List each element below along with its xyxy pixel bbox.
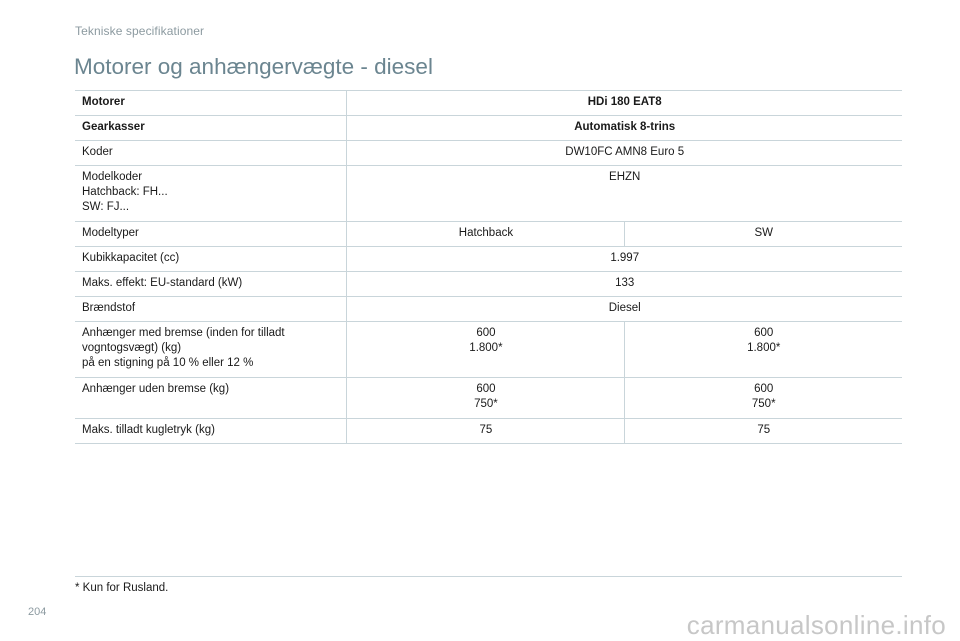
engine-spec-table — [75, 90, 902, 444]
page-title: Motorer og anhængervægte - diesel — [74, 54, 433, 79]
section-header: Tekniske specifikationer — [75, 24, 205, 38]
row-label: Anhænger uden bremse (kg) — [75, 378, 347, 419]
sw-value: 75 — [625, 419, 902, 444]
page-number: 204 — [28, 606, 47, 618]
sw-value: SW — [625, 222, 902, 247]
row-label: Koder — [75, 141, 347, 166]
table-row-fuel — [75, 297, 902, 322]
footnote: * Kun for Rusland. — [75, 582, 169, 594]
row-label: Gearkasser — [75, 116, 347, 141]
row-label: Modelkoder Hatchback: FH... SW: FJ... — [75, 166, 347, 222]
row-label: Modeltyper — [75, 222, 347, 247]
table-row-braked-trailer — [75, 322, 902, 378]
row-value: 133 — [347, 272, 902, 297]
row-label: Brændstof — [75, 297, 347, 322]
row-label: Anhænger med bremse (inden for tilladt vogntogsvægt) (kg) på en stigning på 10 % eller 12 % — [75, 322, 347, 378]
table-row-max-power — [75, 272, 902, 297]
row-value: DW10FC AMN8 Euro 5 — [347, 141, 902, 166]
sw-value: 600 750* — [625, 378, 902, 419]
hatchback-value: 600 750* — [347, 378, 625, 419]
hatchback-value: 600 1.800* — [347, 322, 625, 378]
table-row-displacement — [75, 247, 902, 272]
sw-value: 600 1.800* — [625, 322, 902, 378]
table-row-nose-weight — [75, 419, 902, 444]
table-row-codes — [75, 141, 902, 166]
row-label: Maks. effekt: EU-standard (kW) — [75, 272, 347, 297]
row-value: HDi 180 EAT8 — [347, 91, 902, 116]
table-row-model-types — [75, 222, 902, 247]
watermark: carmanualsonline.info — [686, 610, 946, 640]
footnote-divider — [75, 576, 902, 577]
row-label: Motorer — [75, 91, 347, 116]
table-row-model-codes — [75, 166, 902, 222]
hatchback-value: Hatchback — [347, 222, 625, 247]
table-row-unbraked-trailer — [75, 378, 902, 419]
row-label: Maks. tilladt kugletryk (kg) — [75, 419, 347, 444]
table-row-gearboxes — [75, 116, 902, 141]
row-value: Diesel — [347, 297, 902, 322]
row-label: Kubikkapacitet (cc) — [75, 247, 347, 272]
row-value: 1.997 — [347, 247, 902, 272]
row-value: EHZN — [347, 166, 902, 222]
table-row-engines — [75, 91, 902, 116]
hatchback-value: 75 — [347, 419, 625, 444]
row-value: Automatisk 8-trins — [347, 116, 902, 141]
